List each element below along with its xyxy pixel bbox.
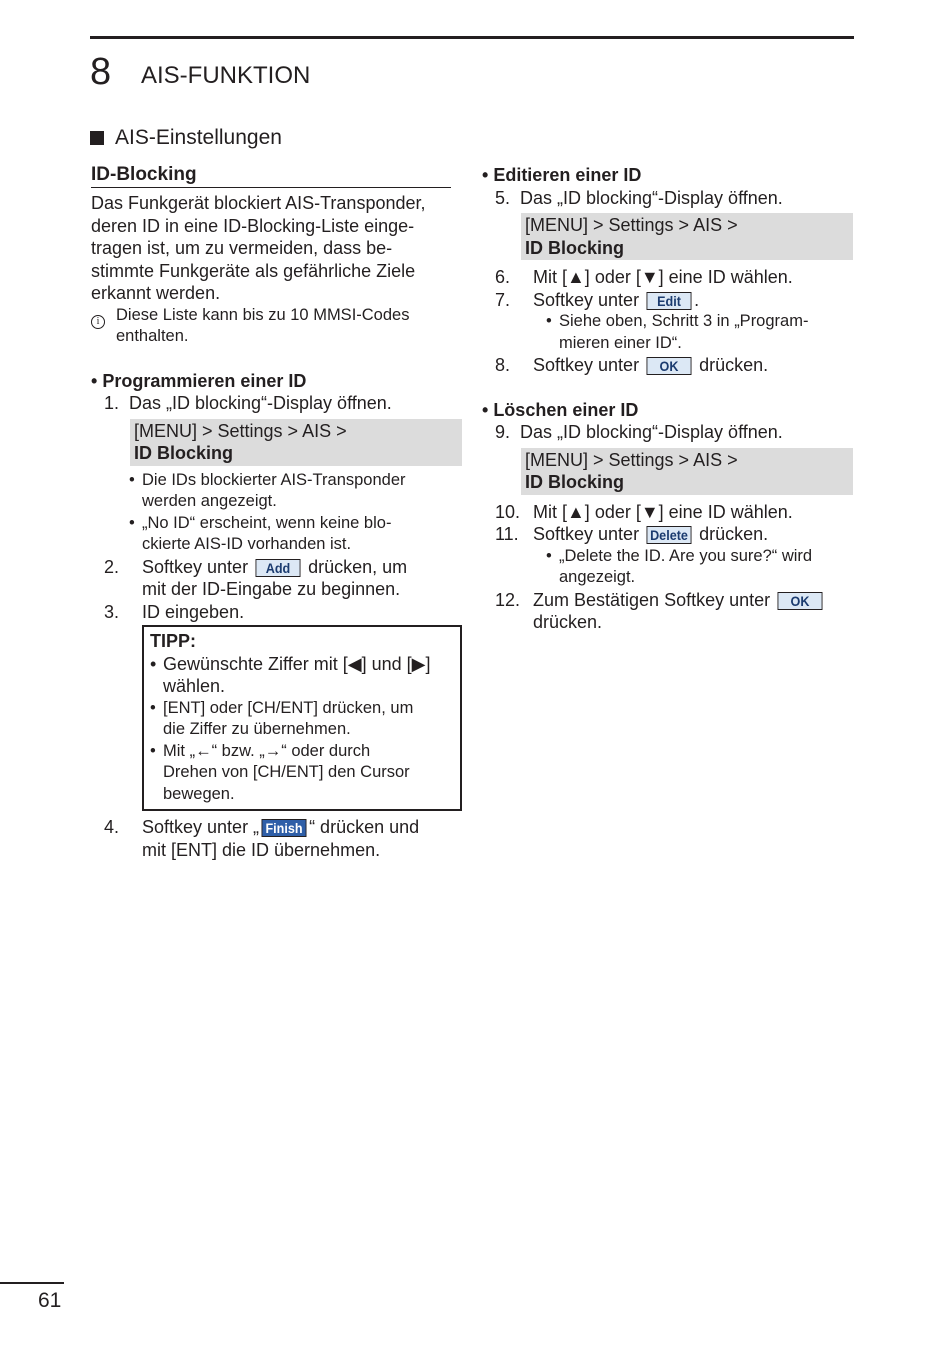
intro-line: erkannt werden. [91,283,221,303]
step-12: 12. Zum Bestätigen Softkey unter OK drücken. [495,589,854,634]
step-4: 4. Softkey unter „ Finish “ drücken und mit [ENT] die ID übernehmen. [104,817,420,860]
edit-heading: • Editieren einer ID [482,165,642,185]
note-line: Diese Liste kann bis zu 10 MMSI-Codes [116,305,410,324]
tip-item: • Gewünschte Ziffer mit [◀] und [▶] wählen. [150,653,431,696]
chapter-number: 8 [90,51,112,93]
softkey-finish: Finish [262,819,307,837]
tip-title: TIPP: [150,631,197,651]
intro-line: deren ID in eine ID-Blocking-Liste einge- [91,215,415,236]
intro-line: stimmte Funkgeräte als gefährliche Ziele [91,260,416,281]
info-icon: i [91,315,105,329]
menu-path-target: ID Blocking [525,237,625,258]
note [91,305,466,348]
square-bullet-icon [90,131,104,145]
tip-item: • Mit „←“ bzw. „→“ oder durch Drehen von [CH/ENT] den Cursor bewegen. [150,741,410,803]
step-7: 7. Softkey unter Edit . [495,289,700,310]
step-6: 6. Mit [▲] oder [▼] eine ID wählen. [495,267,793,287]
menu-path-target: ID Blocking [134,443,234,463]
softkey-edit: Edit [647,292,692,310]
bullet-item: • Siehe oben, Schritt 3 in „Program- mieren einer ID“. [546,312,809,352]
bullet-item: • Die IDs blockierter AIS-Transponder werden angezeigt. [129,470,406,510]
intro-line: Das Funkgerät blockiert AIS-Transponder, [91,193,426,213]
step-3: 3. ID eingeben. [104,601,245,622]
menu-path: [MENU] > Settings > AIS > [525,215,738,235]
menu-path-box [521,448,853,495]
intro-line: tragen ist, um zu vermeiden, dass be- [91,238,393,258]
menu-path: [MENU] > Settings > AIS > [525,449,738,470]
bullet-item: • „Delete the ID. Are you sure?“ wird angezeigt. [546,546,813,586]
softkey-add: Add [256,559,301,577]
step-2: 2. Softkey unter Add drücken, um mit der ID-Eingabe zu beginnen. [104,556,408,599]
menu-path-box [130,419,462,466]
step-8: 8. Softkey unter OK drücken. [495,355,769,375]
header-rule [90,36,854,39]
note-line: enthalten. [116,327,189,345]
left-column [91,164,466,861]
softkey-ok: OK [647,357,692,375]
step-1: 1. Das „ID blocking“-Display öffnen. [104,393,392,413]
right-column [482,164,854,634]
delete-heading: • Löschen einer ID [482,399,639,420]
tip-box [142,625,462,811]
step-5: 5. Das „ID blocking“-Display öffnen. [495,187,783,208]
step-10: 10. Mit [▲] oder [▼] eine ID wählen. [495,501,793,522]
bullets-step1 [129,470,466,556]
bullet-item: • „No ID“ erscheint, wenn keine blo- ckierte AIS-ID vorhanden ist. [129,513,392,553]
menu-path-target: ID Blocking [525,472,625,492]
section-heading [90,126,282,150]
prog-heading: • Programmieren einer ID [91,370,307,391]
section-title: AIS-Einstellungen [115,126,282,149]
chapter-title: AIS-FUNKTION [141,62,311,89]
tip-item: • [ENT] oder [CH/ENT] drücken, um die Ziffer zu übernehmen. [150,698,414,738]
menu-path-box [521,213,853,260]
softkey-ok: OK [778,592,823,610]
subheading-id-blocking: ID-Blocking [91,164,451,188]
step-11: 11. Softkey unter Delete drücken. [495,524,769,544]
softkey-delete: Delete [647,526,692,544]
page-number: 61 [38,1289,62,1312]
footer-rule [0,1282,64,1284]
menu-path: [MENU] > Settings > AIS > [134,420,347,441]
step-9: 9. Das „ID blocking“-Display öffnen. [495,422,783,442]
intro-paragraph [91,192,466,305]
